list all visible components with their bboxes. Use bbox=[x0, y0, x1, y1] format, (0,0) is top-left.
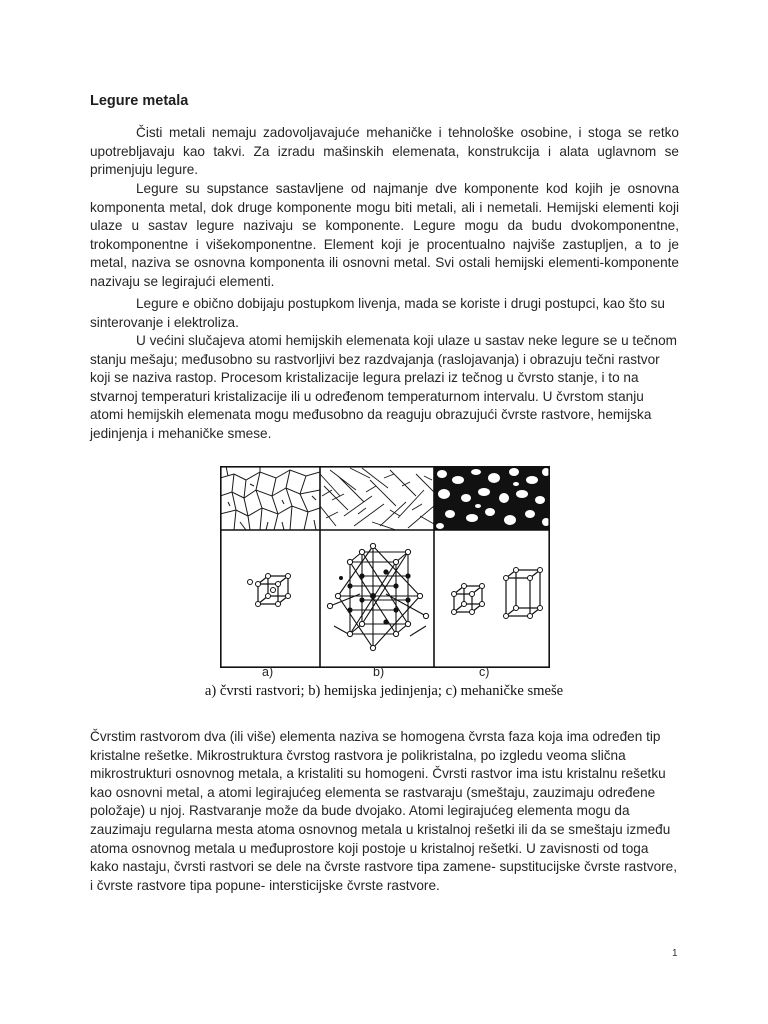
page-number: 1 bbox=[672, 948, 678, 959]
paragraph-3: Legure e obično dobijaju postupkom livenja, mada se koriste i drugi postupci, kao što su sinterovanje i elektroliza. bbox=[90, 296, 665, 330]
paragraph-5: Čvrstim rastvorom dva (ili više) elementa naziva se homogena čvrsta faza koja ima određen tip kristalne rešetke. Mikrostruktura čvrstog rastvora je polikristalna, po izgledu veoma slična mikrostrukturi osnovnog metala, a kristaliti su homogeni. Čvrsti rastvor ima istu kristalnu rešetku kao osnovni metal, a atomi legirajućeg elementa se rastvaraju (smeštaju, zauzimaju određene položaje) u njoj. Rastvaranje može da bude dvojako. Atomi legirajućeg elementa mogu da zauzimaju regularna mesta atoma osnovnog metala u kristalnoj rešetki ili da se smeštaju između atoma osnovnog metala u međuprostore koji postoje u kristalnoj rešetki. U zavisnosti od toga kako nastaju, čvrsti rastvori se dele na čvrste rastvore tipa zamene- supstitucijske čvrste rastvore, i čvrste rastvore tipa popune- intersticijske čvrste rastvore. bbox=[90, 729, 678, 893]
paragraph-4: U većini slučajeva atomi hemijskih elemenata koji ulaze u sastav neke legure se u tečnom stanju mešaju; međusobno su rastvorljivi bez razdvajanja (raslojavanja) i obrazuju tečni rastvor koji se naziva rastop. Procesom kristalizacije legura prelazi iz tečnog u čvrsto stanje, i to na stvarnoj temperaturi kristalizacije ili u određenom temperaturnom intervalu. U čvrstom stanju atomi hemijskih elemenata mogu međusobno da reaguju obrazujući čvrste rastvore, hemijska jedinjenja i mehaničke smese. bbox=[90, 333, 678, 441]
microstructure-a bbox=[220, 466, 320, 530]
document-title: Legure metala bbox=[90, 93, 189, 109]
lattice-a bbox=[248, 574, 291, 607]
lattice-b bbox=[327, 543, 428, 650]
figure-label-b: b) bbox=[373, 665, 385, 679]
figure-label-c: c) bbox=[479, 665, 490, 679]
paragraph-2: Legure su supstance sastavljene od najmanje dve komponente kod kojih je osnovna komponenta metal, dok druge komponente mogu biti metali, ali i nemetali. Hemijski elementi koji ulaze u sastav legure nazivaju se komponente. Legure mogu da budu dvokomponentne, trokomponentne i višekomponentne. Element koji je procentualno najviše zastupljen, a to je metal, naziva se osnovna komponenta ili osnovni metal. Svi ostali hemijski elementi-komponente nazivaju se legirajući elementi. bbox=[90, 181, 679, 289]
figure-label-a: a) bbox=[262, 665, 274, 679]
paragraph-1: Čisti metali nemaju zadovoljavajuće mehaničke i tehnološke osobine, i stoga se retko upotrebljavaju kao takvi. Za izradu mašinskih elemenata, konstrukcija i alata uglavnom se primenjuju legure. bbox=[90, 125, 679, 178]
alloy-structure-diagram bbox=[220, 466, 550, 668]
lattice-c bbox=[452, 568, 543, 619]
microstructure-b bbox=[320, 468, 434, 530]
microstructure-c bbox=[434, 466, 550, 530]
alloy-structure-figure bbox=[220, 466, 550, 668]
figure-caption: a) čvrsti rastvori; b) hemijska jedinjenja; c) mehaničke smeše bbox=[204, 683, 564, 699]
